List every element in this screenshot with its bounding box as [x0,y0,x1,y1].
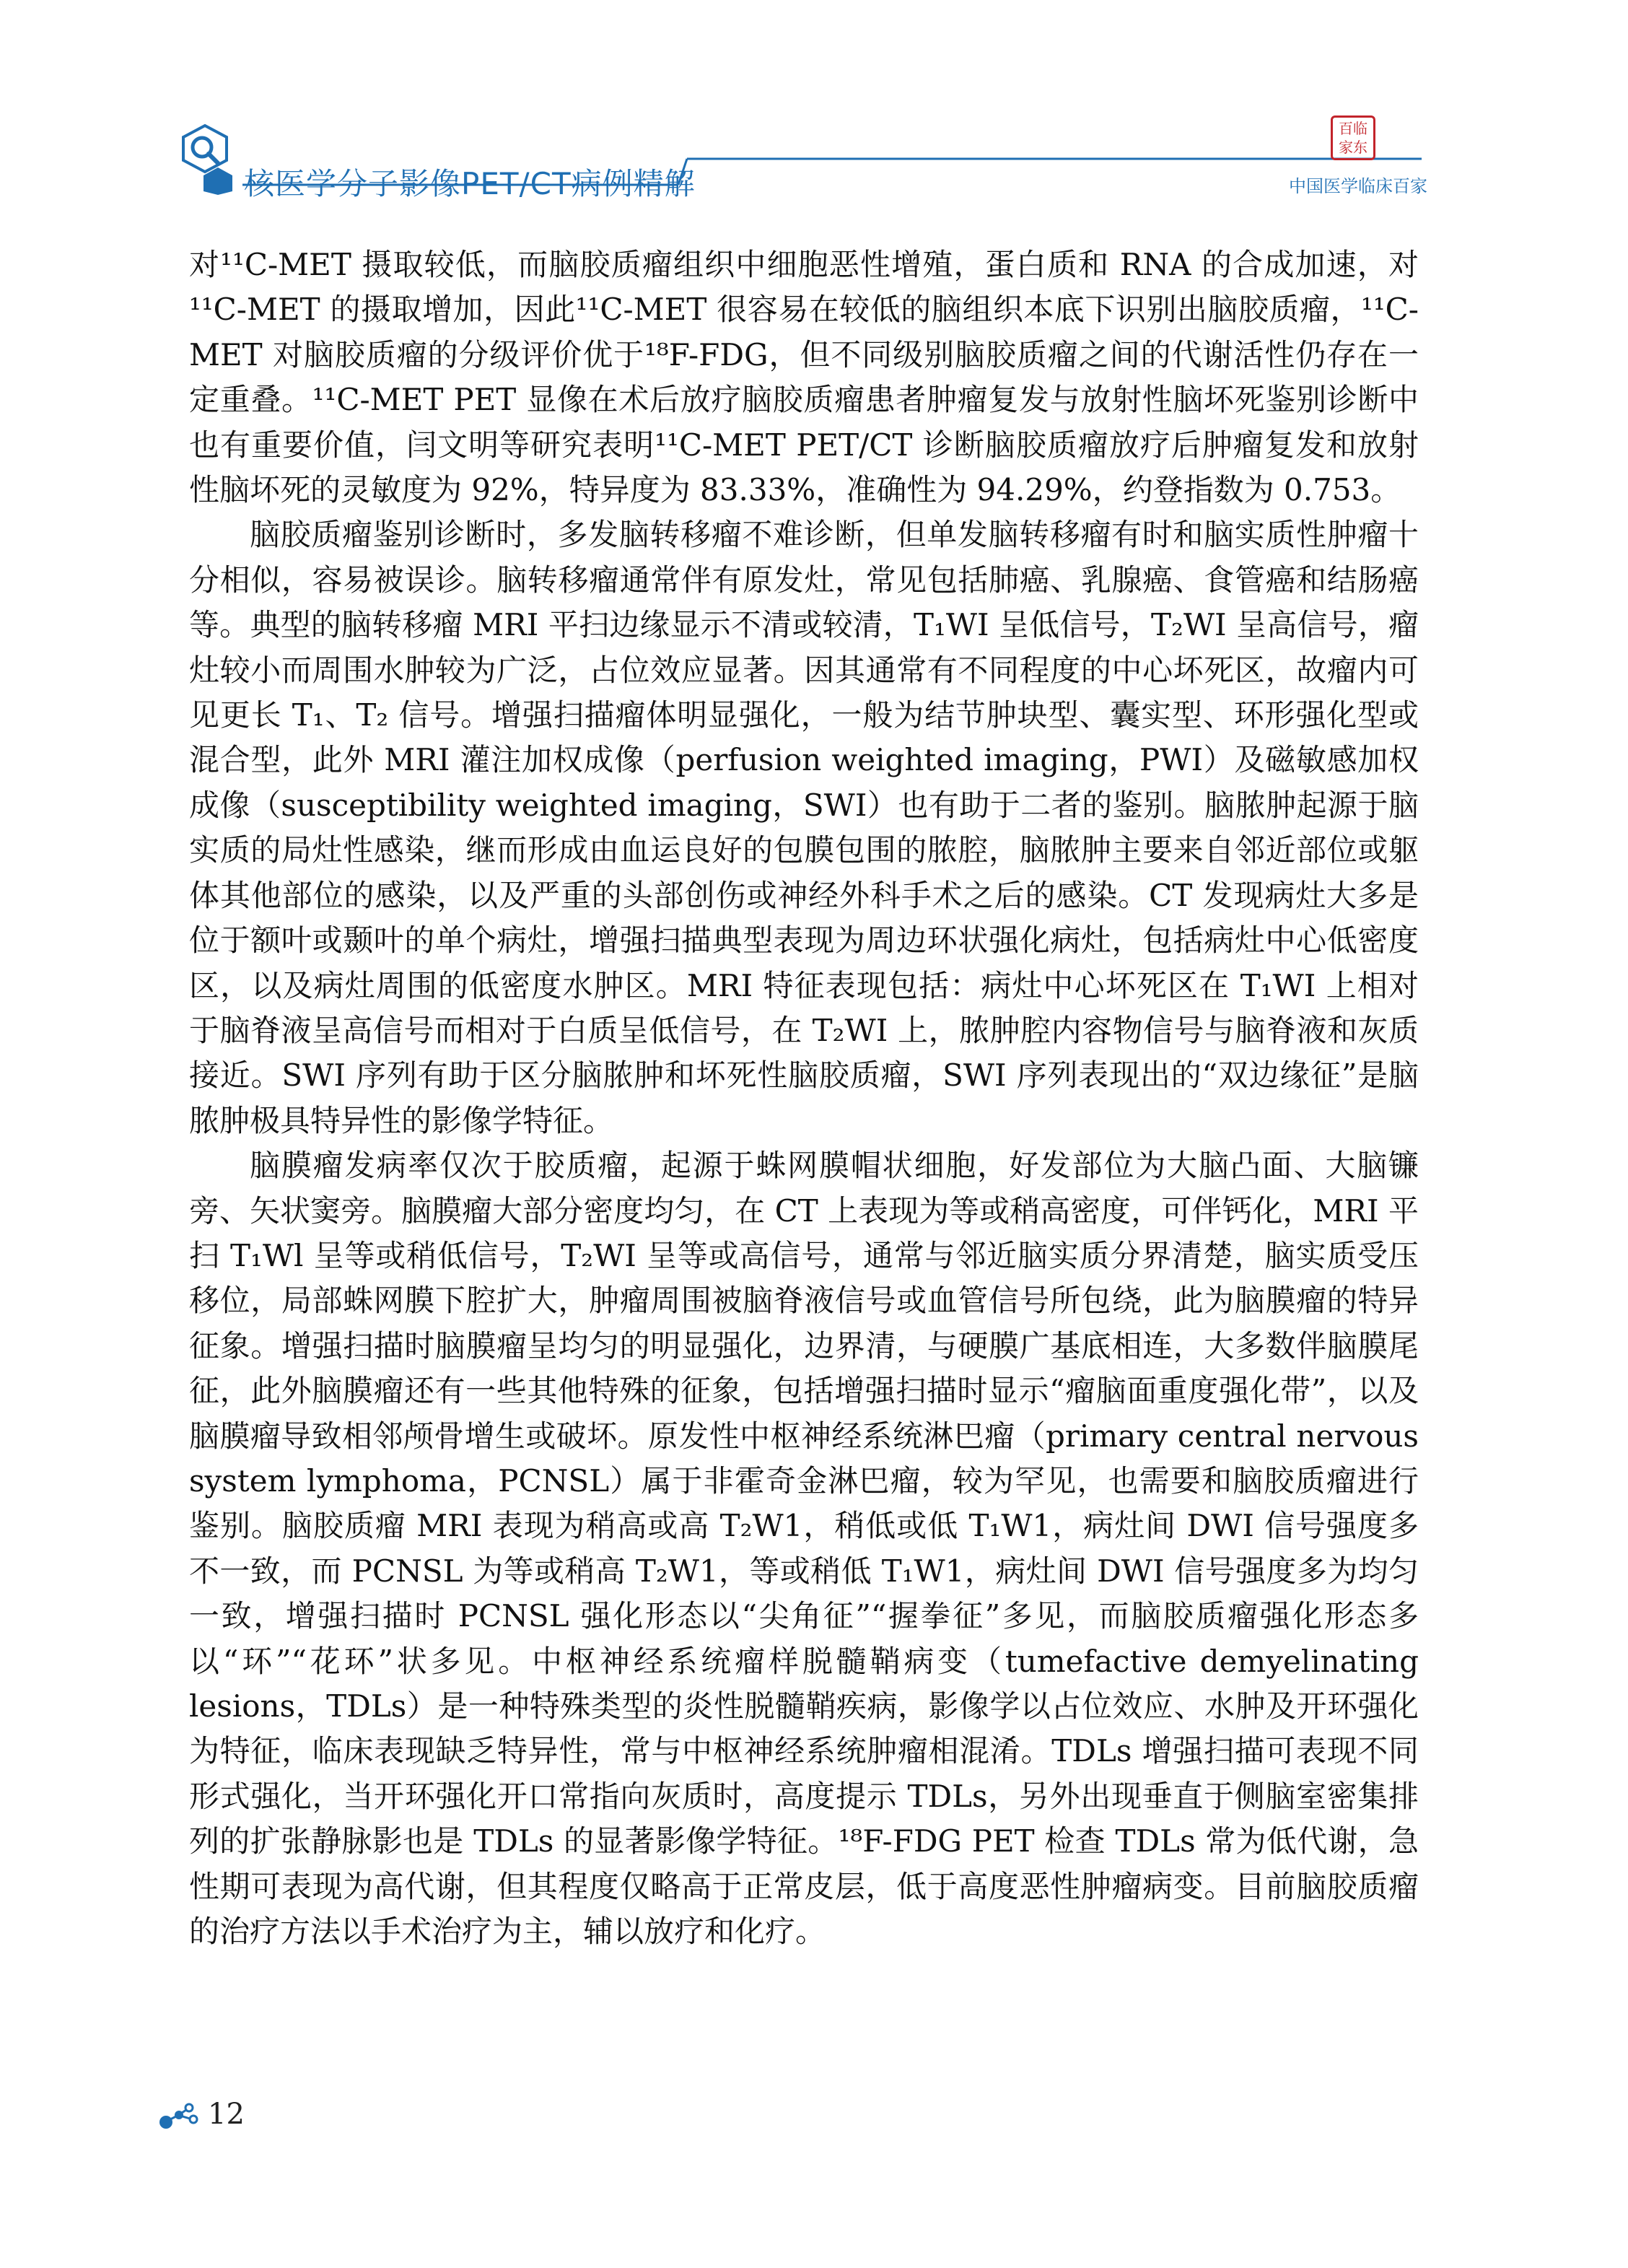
paragraph: 脑膜瘤发病率仅次于胶质瘤，起源于蛛网膜帽状细胞，好发部位为大脑凸面、大脑镰旁、矢状窦旁。脑膜瘤大部分密度均匀，在 CT 上表现为等或稍高密度，可伴钙化，MRI 平扫 T₁Wl 呈等或稍低信号，T₂WI 呈等或高信号，通常与邻近脑实质分界清楚，脑实质受压移位，局部蛛网膜下腔扩大，肿瘤周围被脑脊液信号或血管信号所包绕，此为脑膜瘤的特异征象。增强扫描时脑膜瘤呈均匀的明显强化，边界清，与硬膜广基底相连，大多数伴脑膜尾征，此外脑膜瘤还有一些其他特殊的征象，包括增强扫描时显示“瘤脑面重度强化带”，以及脑膜瘤导致相邻颅骨增生或破坏。原发性中枢神经系统淋巴瘤（primary central nervous system lymphoma，PCNSL）属于非霍奇金淋巴瘤，较为罕见，也需要和脑胶质瘤进行鉴别。脑胶质瘤 MRI 表现为稍高或高 T₂W1，稍低或低 T₁W1，病灶间 DWI 信号强度多不一致，而 PCNSL 为等或稍高 T₂W1，等或稍低 T₁W1，病灶间 DWI 信号强度多为均匀一致，增强扫描时 PCNSL 强化形态以“尖角征”“握拳征”多见，而脑胶质瘤强化形态多以“环”“花环”状多见。中枢神经系统瘤样脱髓鞘病变（tumefactive demyelinating lesions，TDLs）是一种特殊类型的炎性脱髓鞘疾病，影像学以占位效应、水肿及开环强化为特征，临床表现缺乏特异性，常与中枢神经系统肿瘤相混淆。TDLs 增强扫描可表现不同形式强化，当开环强化开口常指向灰质时，高度提示 TDLs，另外出现垂直于侧脑室密集排列的扩张静脉影也是 TDLs 的显著影像学特征。¹⁸F-FDG PET 检查 TDLs 常为低代谢，急性期可表现为高代谢，但其程度仅略高于正常皮层，低于高度恶性肿瘤病变。目前脑胶质瘤的治疗方法以手术治疗为主，辅以放疗和化疗。 [189,1148,1419,1950]
page-number: 12 [208,2098,245,2131]
molecule-icon [157,2101,201,2132]
series-stamp-icon: 百临家东 [1331,115,1375,160]
series-name: 中国医学临床百家 [1289,176,1427,196]
article-body [189,243,1419,1954]
book-title: 核医学分子影像PET/CT病例精解 [244,166,696,201]
paragraph: 脑胶质瘤鉴别诊断时，多发脑转移瘤不难诊断，但单发脑转移瘤有时和脑实质性肿瘤十分相似，容易被误诊。脑转移瘤通常伴有原发灶，常见包括肺癌、乳腺癌、食管癌和结肠癌等。典型的脑转移瘤 MRI 平扫边缘显示不清或较清，T₁WI 呈低信号，T₂WI 呈高信号，瘤灶较小而周围水肿较为广泛，占位效应显著。因其通常有不同程度的中心坏死区，故瘤内可见更长 T₁、T₂ 信号。增强扫描瘤体明显强化，一般为结节肿块型、囊实型、环形强化型或混合型，此外 MRI 灌注加权成像（perfusion weighted imaging，PWI）及磁敏感加权成像（susceptibility weighted imaging，SWI）也有助于二者的鉴别。脑脓肿起源于脑实质的局灶性感染，继而形成由血运良好的包膜包围的脓腔，脑脓肿主要来自邻近部位或躯体其他部位的感染，以及严重的头部创伤或神经外科手术之后的感染。CT 发现病灶大多是位于额叶或颞叶的单个病灶，增强扫描典型表现为周边环状强化病灶，包括病灶中心低密度区，以及病灶周围的低密度水肿区。MRI 特征表现包括：病灶中心坏死区在 T₁WI 上相对于脑脊液呈高信号而相对于白质呈低信号，在 T₂WI 上，脓肿腔内容物信号与脑脊液和灰质接近。SWI 序列有助于区分脑脓肿和坏死性脑胶质瘤，SWI 序列表现出的“双边缘征”是脑脓肿极具特异性的影像学特征。 [189,517,1419,1138]
magnifier-hexagon-icon [176,123,248,195]
page-header [0,0,1628,217]
page-footer [157,2098,245,2135]
paragraph: 对¹¹C-MET 摄取较低，而脑胶质瘤组织中细胞恶性增殖，蛋白质和 RNA 的合成加速，对¹¹C-MET 的摄取增加，因此¹¹C-MET 很容易在较低的脑组织本底下识别出脑胶质瘤，¹¹C-MET 对脑胶质瘤的分级评价优于¹⁸F-FDG，但不同级别脑胶质瘤之间的代谢活性仍存在一定重叠。¹¹C-MET PET 显像在术后放疗脑胶质瘤患者肿瘤复发与放射性脑坏死鉴别诊断中也有重要价值，闫文明等研究表明¹¹C-MET PET/CT 诊断脑胶质瘤放疗后肿瘤复发和放射性脑坏死的灵敏度为 92%，特异度为 83.33%，准确性为 94.29%，约登指数为 0.753。 [189,247,1419,508]
